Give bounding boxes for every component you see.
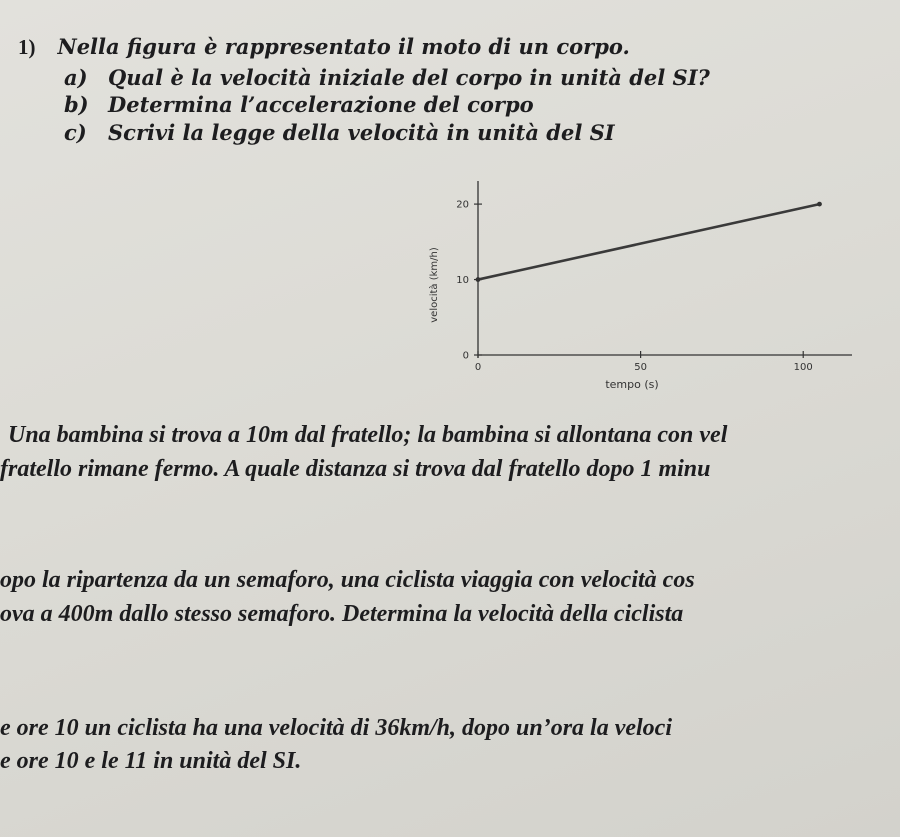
- question-c: [64, 120, 615, 145]
- question-b-text: Determina l’accelerazione del corpo: [108, 92, 534, 117]
- problem-1-number: 1): [18, 35, 36, 59]
- velocity-time-chart: [420, 175, 890, 410]
- question-b: [64, 92, 534, 117]
- question-a-label: a): [64, 65, 88, 90]
- question-a-text: Qual è la velocità iniziale del corpo in unità del SI?: [108, 65, 710, 90]
- problem-1-heading: [18, 34, 630, 60]
- question-c-label: c): [64, 120, 87, 145]
- x-tick-label: 0: [474, 362, 482, 373]
- question-b-label: b): [64, 92, 89, 117]
- x-tick-label: 100: [793, 362, 813, 373]
- question-c-text: Scrivi la legge della velocità in unità del SI: [108, 120, 615, 145]
- problem-4-line-2: e ore 10 e le 11 in unità del SI.: [0, 748, 302, 774]
- series-line-velocita: [478, 204, 819, 279]
- problem-2-line-1: Una bambina si trova a 10m dal fratello; la bambina si allontana con vel: [8, 422, 728, 448]
- x-axis-label: tempo (s): [605, 378, 659, 391]
- x-ticks: [475, 351, 813, 373]
- question-a: [64, 65, 710, 90]
- y-tick-label: 20: [456, 199, 469, 211]
- data-point: [817, 202, 822, 207]
- problem-2-line-2: fratello rimane fermo. A quale distanza si trova dal fratello dopo 1 minu: [0, 456, 711, 482]
- x-tick-label: 50: [634, 362, 647, 373]
- problem-3-line-1: opo la ripartenza da un semaforo, una ciclista viaggia con velocità cos: [0, 567, 695, 593]
- y-tick-label: 10: [456, 275, 469, 287]
- series-layer: [476, 202, 822, 282]
- y-axis-label: velocità (km/h): [429, 247, 440, 323]
- problem-3-line-2: ova a 400m dallo stesso semaforo. Determina la velocità della ciclista: [0, 601, 684, 627]
- problem-4-line-1: e ore 10 un ciclista ha una velocità di 36km/h, dopo un’ora la veloci: [0, 715, 672, 741]
- y-tick-label: 0: [462, 350, 469, 362]
- problem-1-intro: Nella figura è rappresentato il moto di un corpo.: [57, 34, 630, 59]
- data-point: [476, 277, 481, 282]
